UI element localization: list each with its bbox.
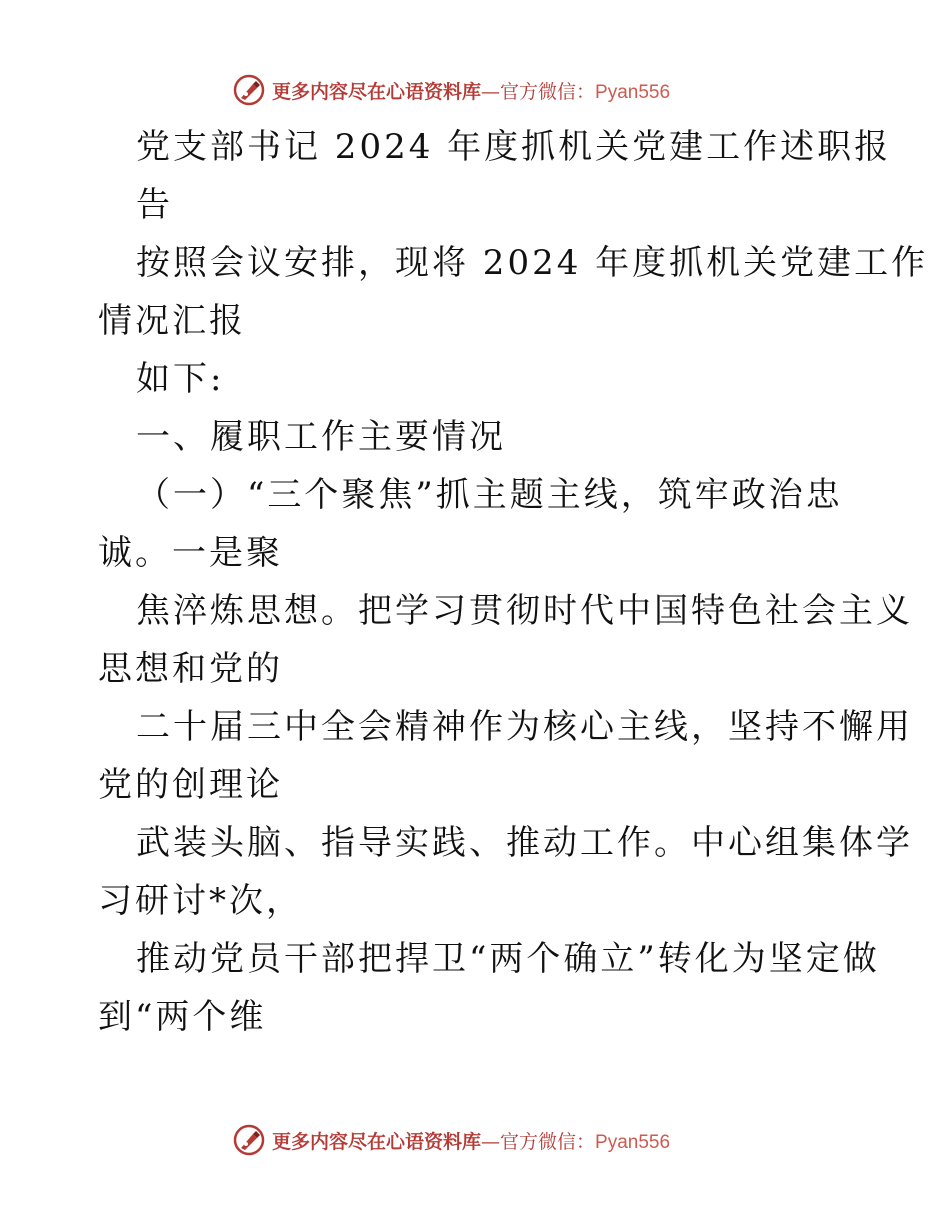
header-watermark-dash: — — [481, 80, 501, 103]
doc-paragraph-line: 推动党员干部把捍卫“两个确立”转化为坚定做 — [136, 939, 880, 979]
footer-watermark-banner — [232, 1122, 722, 1158]
header-watermark-banner — [232, 72, 722, 108]
header-watermark-id: Pyan556 — [595, 81, 671, 103]
footer-watermark-dash: — — [481, 1130, 501, 1153]
doc-paragraph-line: 焦淬炼思想。把学习贯彻时代中国特色社会主义 — [136, 591, 913, 631]
doc-paragraph-line: 二十届三中全会精神作为核心主线，坚持不懈用 — [136, 707, 913, 747]
doc-paragraph-line: 党的创理论 — [98, 765, 283, 805]
doc-paragraph-line: 武装头脑、指导实践、推动工作。中心组集体学 — [136, 823, 913, 863]
header-watermark-wechat: 官方微信： — [500, 80, 596, 103]
doc-section-heading: 一、履职工作主要情况 — [136, 417, 506, 457]
footer-watermark-text — [272, 1127, 670, 1154]
doc-paragraph-line: 情况汇报 — [98, 301, 246, 341]
header-watermark-text — [272, 77, 670, 104]
doc-title-line-2: 告 — [136, 185, 173, 225]
footer-watermark-wechat: 官方微信： — [500, 1130, 596, 1153]
header-watermark-main: 更多内容尽在心语资料库 — [272, 80, 482, 103]
doc-paragraph-line: 思想和党的 — [98, 649, 283, 689]
pen-logo-icon — [232, 73, 266, 107]
doc-paragraph-line: 如下: — [136, 359, 225, 399]
doc-paragraph-line: 习研讨*次， — [98, 881, 303, 921]
doc-paragraph-line: 按照会议安排，现将 2024 年度抓机关党建工作 — [136, 243, 929, 283]
document-body — [98, 118, 929, 1046]
doc-subsection-heading: （一）“三个聚焦”抓主题主线，筑牢政治忠 — [136, 475, 843, 515]
footer-watermark-id: Pyan556 — [595, 1131, 671, 1153]
doc-paragraph-line: 到“两个维 — [98, 997, 267, 1037]
pen-logo-icon — [232, 1123, 266, 1157]
footer-watermark-main: 更多内容尽在心语资料库 — [272, 1130, 482, 1153]
doc-title-line-1: 党支部书记 2024 年度抓机关党建工作述职报 — [136, 127, 892, 167]
doc-paragraph-line: 诚。一是聚 — [98, 533, 283, 573]
